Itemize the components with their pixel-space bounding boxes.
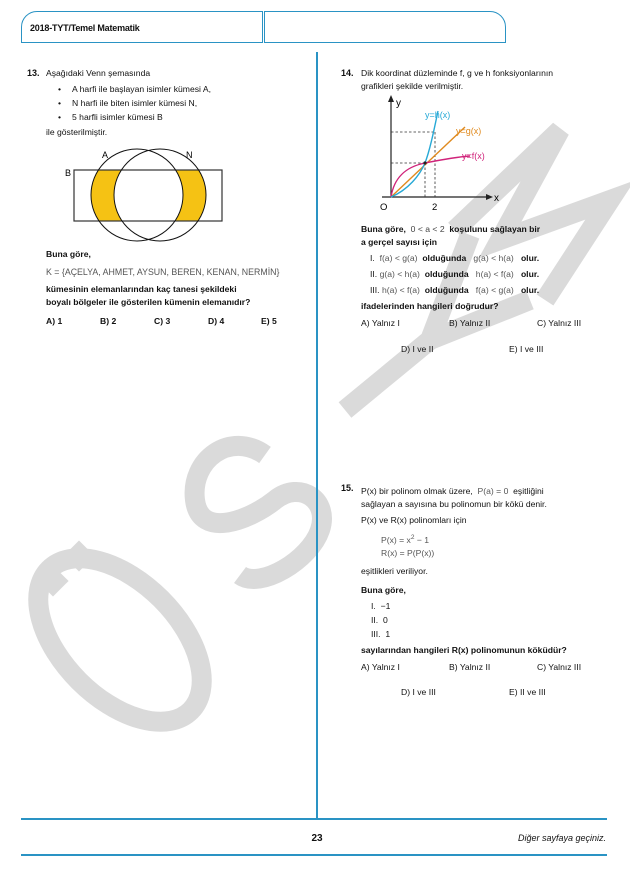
header-title: 2018-TYT/Temel Matematik — [30, 23, 140, 33]
q13-intro: Aşağıdaki Venn şemasında — [46, 68, 151, 78]
q14-option-b[interactable]: B) Yalnız II — [449, 318, 491, 328]
label-g: y=g(x) — [456, 126, 482, 136]
q14-option-d[interactable]: D) I ve II — [401, 344, 434, 354]
label-h: y=h(x) — [425, 110, 451, 120]
watermark-dot — [63, 540, 94, 571]
q15-option-d[interactable]: D) I ve III — [401, 687, 436, 697]
watermark-letter-s — [195, 446, 322, 579]
venn-label-n: N — [186, 150, 193, 160]
q15-item-2: II. 0 — [371, 615, 388, 625]
q14-statement-1: I. f(a) < g(a) olduğunda g(a) < h(a) olur. — [370, 253, 540, 263]
q15-line1: P(x) bir polinom olmak üzere, P(a) = 0 eşitliğini — [361, 486, 544, 496]
q13-after: ile gösterilmiştir. — [46, 127, 108, 137]
watermark-letter-o — [8, 528, 231, 751]
q15-line2: sağlayan a sayısına bu polinomun bir kökü denir. — [361, 499, 547, 509]
function-graph — [370, 90, 510, 215]
x-tick-2: 2 — [432, 202, 438, 213]
q13-option-b[interactable]: B) 2 — [100, 316, 117, 326]
q15-equation-1: $P(x) = x^2 - 1$ — [381, 534, 430, 545]
y-axis-label: y — [396, 98, 401, 109]
q13-option-d[interactable]: D) 4 — [208, 316, 225, 326]
q15-question: sayılarından hangileri R(x) polinomunun köküdür? — [361, 645, 567, 655]
q15-line4: eşitlikleri veriliyor. — [361, 566, 428, 576]
q15-option-e[interactable]: E) II ve III — [509, 687, 546, 697]
q14-condition-line2: a gerçel sayısı için — [361, 237, 437, 247]
q14-intro-line1: Dik koordinat düzleminde f, g ve h fonksiyonlarının — [361, 68, 554, 78]
q15-line3: P(x) ve R(x) polinomları için — [361, 515, 467, 525]
q14-option-a[interactable]: A) Yalnız I — [361, 318, 400, 328]
q13-number: 13. — [27, 68, 40, 78]
q15-number: 15. — [341, 483, 354, 493]
curve-h — [391, 111, 438, 197]
q14-condition-line1: Buna göre, 0 < a < 2 koşulunu sağlayan bir — [361, 224, 541, 234]
q14-question: ifadelerinden hangileri doğrudur? — [361, 301, 499, 311]
y-axis-arrow-icon — [388, 95, 394, 102]
header-right-box — [264, 11, 506, 43]
origin-label: O — [380, 202, 388, 213]
watermark-dot — [37, 565, 68, 596]
q13-bullet-2: • N harfi ile biten isimler kümesi N, — [72, 97, 197, 110]
q13-option-a[interactable]: A) 1 — [46, 316, 63, 326]
next-page-note: Diğer sayfaya geçiniz. — [517, 833, 606, 843]
q15-item-1: I. −1 — [371, 601, 391, 611]
q15-option-c[interactable]: C) Yalnız III — [537, 662, 582, 672]
q14-option-e[interactable]: E) I ve III — [509, 344, 544, 354]
q13-buna-gore: Buna göre, — [46, 249, 91, 259]
q15-buna-gore: Buna göre, — [361, 585, 406, 595]
page-number: 23 — [311, 833, 323, 844]
q14-option-c[interactable]: C) Yalnız III — [537, 318, 582, 328]
q14-statement-2: II. g(a) < h(a) olduğunda h(a) < f(a) olur. — [370, 269, 540, 279]
q13-option-e[interactable]: E) 5 — [261, 316, 277, 326]
q13-question-line1: kümesinin elemanlarından kaç tanesi şekildeki — [46, 284, 237, 294]
q15-equation-2: R(x) = P(P(x)) — [381, 548, 435, 558]
q14-condition-expr: 0 < a < 2 — [410, 224, 445, 234]
x-axis-label: x — [494, 193, 499, 204]
column-divider — [316, 52, 318, 818]
q15-option-a[interactable]: A) Yalnız I — [361, 662, 400, 672]
q13-option-c[interactable]: C) 3 — [154, 316, 171, 326]
intersection-point — [423, 161, 426, 164]
venn-diagram — [60, 145, 230, 245]
q15-option-b[interactable]: B) Yalnız II — [449, 662, 491, 672]
x-axis-arrow-icon — [486, 194, 493, 200]
label-f: y=f(x) — [462, 151, 485, 161]
q14-number: 14. — [341, 68, 354, 78]
q14-intro-line2: grafikleri şekilde verilmiştir. — [361, 81, 464, 91]
footer-bottom-rule — [21, 854, 607, 856]
q13-bullet-1: • A harfi ile başlayan isimler kümesi A, — [72, 83, 211, 96]
venn-label-b: B — [65, 168, 72, 178]
q13-question-line2: boyalı bölgeler ile gösterilen kümenin elemanıdır? — [46, 297, 251, 307]
q13-bullet-3: • 5 harfli isimler kümesi B — [72, 111, 163, 124]
q15-item-3: III. 1 — [371, 629, 391, 639]
footer-top-rule — [21, 818, 607, 820]
venn-label-a: A — [102, 150, 109, 160]
q13-set-expression: K = {AÇELYA, AHMET, AYSUN, BEREN, KENAN, NERMİN} — [46, 267, 280, 277]
q14-statement-3: III. h(a) < f(a) olduğunda f(a) < g(a) olur. — [370, 285, 540, 295]
